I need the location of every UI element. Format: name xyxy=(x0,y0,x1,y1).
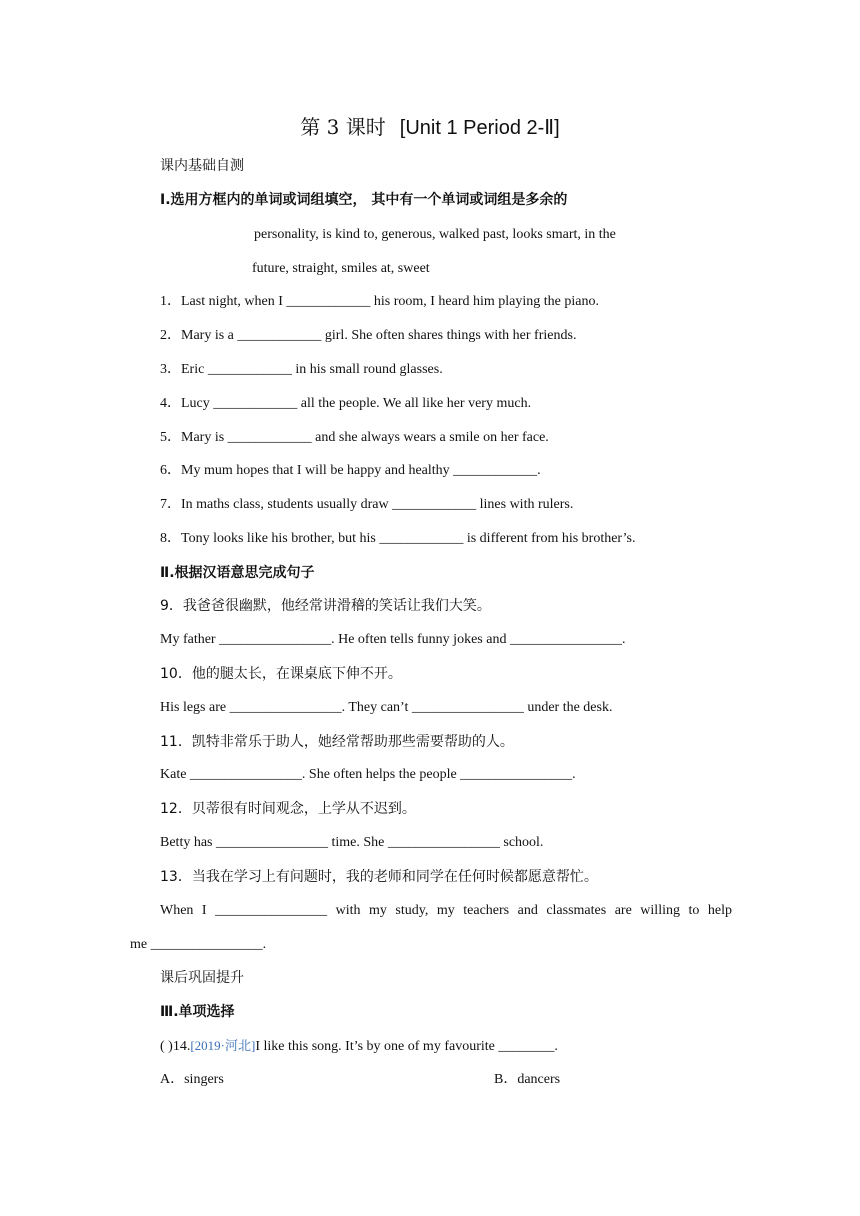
question-13-en-cont: me ________________. xyxy=(130,937,267,952)
question-9-cn: 9．我爸爸很幽默，他经常讲滑稽的笑话让我们大笑。 xyxy=(160,598,491,614)
question-12-en: Betty has ________________ time. She ________________ school. xyxy=(160,835,544,850)
question-4: 4．Lucy ____________ all the people. We all like her very much. xyxy=(160,396,532,411)
question-3: 3．Eric ____________ in his small round glasses. xyxy=(160,362,443,377)
section-in-class: 课内基础自测 xyxy=(160,158,244,174)
option-a: A．singers xyxy=(160,1072,224,1087)
question-14-text: I like this song. It’s by one of my favourite ________. xyxy=(255,1039,558,1054)
question-11-cn: 11．凯特非常乐于助人，她经常帮助那些需要帮助的人。 xyxy=(160,734,514,750)
page-title xyxy=(0,114,860,141)
title-lesson: 第 3 课时 xyxy=(300,115,386,139)
question-8: 8．Tony looks like his brother, but his ____________ is different from his brother’s. xyxy=(160,531,636,546)
question-2: 2．Mary is a ____________ girl. She often shares things with her friends. xyxy=(160,328,577,343)
title-unit: [Unit 1 Period 2-Ⅱ] xyxy=(399,117,560,139)
question-13-en: When I ________________ with my study, my teachers and classmates are willing to help xyxy=(160,903,732,918)
option-b: B．dancers xyxy=(494,1072,561,1087)
question-12-cn: 12．贝蒂很有时间观念，上学从不迟到。 xyxy=(160,801,416,817)
question-14-number: ( )14. xyxy=(160,1039,191,1054)
part3-heading: Ⅲ.单项选择 xyxy=(160,1004,235,1020)
word-box-line-2: future, straight, smiles at, sweet xyxy=(252,261,430,276)
question-1: 1．Last night, when I ____________ his room, I heard him playing the piano. xyxy=(160,294,599,309)
part2-heading: Ⅱ.根据汉语意思完成句子 xyxy=(160,565,315,581)
question-5: 5．Mary is ____________ and she always wears a smile on her face. xyxy=(160,430,549,445)
question-10-cn: 10．他的腿太长，在课桌底下伸不开。 xyxy=(160,666,402,682)
question-9-en: My father ________________. He often tells funny jokes and ________________. xyxy=(160,632,626,647)
question-10-en: His legs are ________________. They can’t ________________ under the desk. xyxy=(160,700,613,715)
section-after-class: 课后巩固提升 xyxy=(160,970,244,986)
question-6: 6．My mum hopes that I will be happy and healthy ____________. xyxy=(160,463,541,478)
question-13-cn: 13．当我在学习上有问题时，我的老师和同学在任何时候都愿意帮忙。 xyxy=(160,869,598,885)
question-14-source: [2019·河北] xyxy=(190,1038,256,1053)
question-14 xyxy=(160,1037,558,1056)
part1-heading: Ⅰ.选用方框内的单词或词组填空， 其中有一个单词或词组是多余的 xyxy=(160,192,568,208)
question-7: 7．In maths class, students usually draw ____________ lines with rulers. xyxy=(160,497,574,512)
word-box-line-1: personality, is kind to, generous, walked past, looks smart, in the xyxy=(254,227,616,242)
question-11-en: Kate ________________. She often helps the people ________________. xyxy=(160,767,576,782)
